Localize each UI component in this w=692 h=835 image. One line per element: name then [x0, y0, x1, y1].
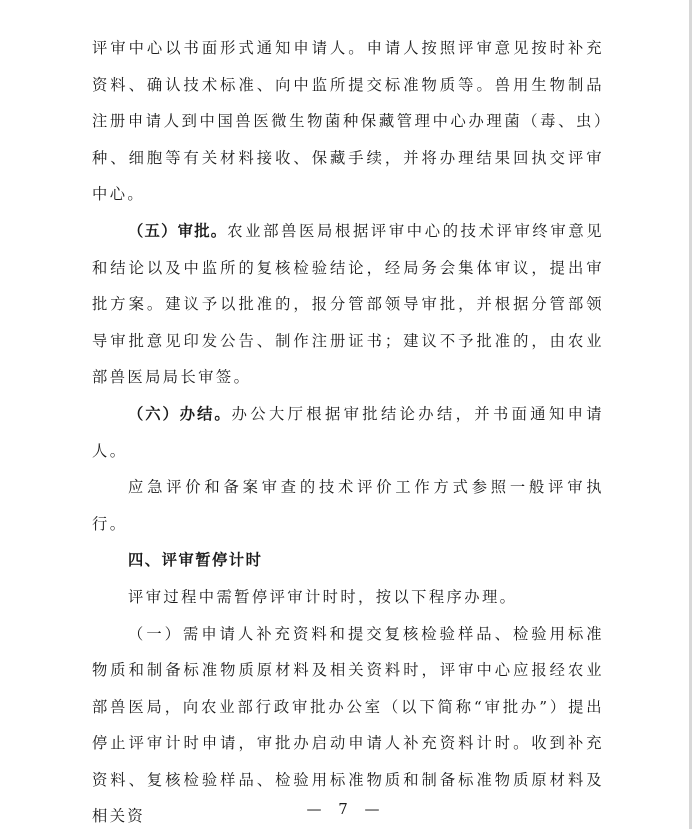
paragraph-approval — [92, 213, 604, 396]
paragraph-continuation: 评审中心以书面形式通知申请人。申请人按照评审意见按时补充资料、确认技术标准、向中监所提交标准物质等。兽用生物制品注册申请人到中国兽医微生物菌种保藏管理中心办理菌（毒、虫）种、细胞等有关材料接收、保藏手续，并将办理结果回执交评审中心。 — [92, 30, 604, 213]
paragraph-emergency: 应急评价和备案审查的技术评价工作方式参照一般评审执行。 — [92, 469, 604, 542]
paragraph-lead-approval: （五）审批。 — [128, 222, 227, 240]
paragraph-text-completion: 办公大厅根据审批结论办结，并书面通知申请人。 — [92, 405, 604, 460]
section-heading: 四、评审暂停计时 — [92, 542, 604, 579]
paragraph-procedure: 评审过程中需暂停评审计时时，按以下程序办理。 — [92, 579, 604, 616]
paragraph-item-one: （一）需申请人补充资料和提交复核检验样品、检验用标准物质和制备标准物质原材料及相关资料时，评审中心应报经农业部兽医局，向农业部行政审批办公室（以下简称“审批办”）提出停止评审计时申请，审批办启动申请人补充资料计时。收到补充资料、复核检验样品、检验用标准物质和制备标准物质原材料及相关资 — [92, 616, 604, 835]
paragraph-completion — [92, 396, 604, 469]
page-number: — 7 — — [0, 800, 692, 818]
paragraph-lead-completion: （六）办结。 — [128, 405, 232, 423]
document-body — [92, 30, 604, 835]
paragraph-text-approval: 农业部兽医局根据评审中心的技术评审终审意见和结论以及中监所的复核检验结论，经局务会集体审议，提出审批方案。建议予以批准的，报分管部领导审批，并根据分管部领导审批意见印发公告、制作注册证书；建议不予批准的，由农业部兽医局局长审签。 — [92, 222, 604, 386]
